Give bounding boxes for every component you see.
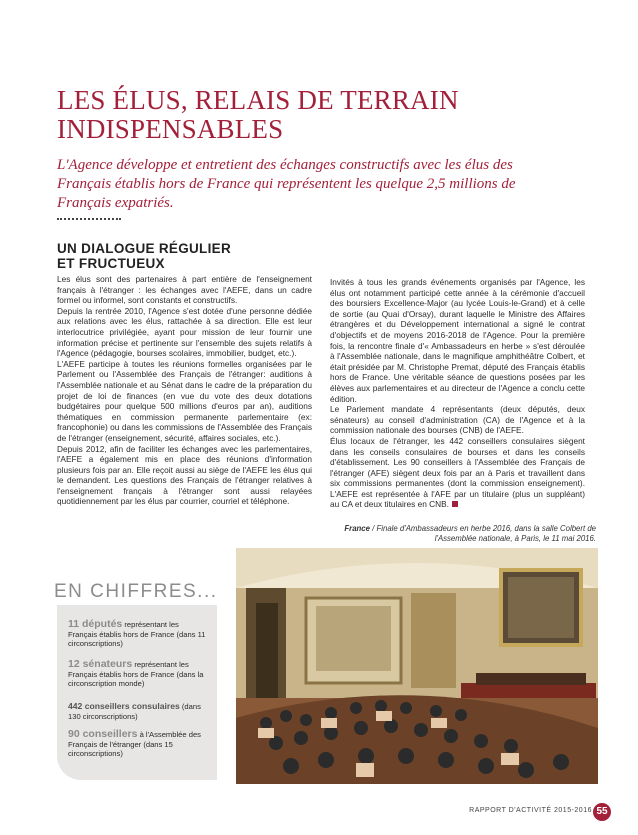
title-line-1: LES ÉLUS, RELAIS DE TERRAIN <box>57 85 459 115</box>
section-heading-line-1: UN DIALOGUE RÉGULIER <box>57 241 232 256</box>
caption-text: / Finale d'Ambassadeurs en herbe 2016, dans la salle Colbert de l'Assemblée nationale, à Paris, le 11 mai 2016. <box>369 524 596 543</box>
stat-item <box>68 660 208 689</box>
paragraph: L'AEFE participe à toutes les réunions formelles organisées par le Parlement ou l'Assemblée des Français de l'étranger: auditions à l'Assemblée nationale et au Sénat dans le cadre de la préparation du projet de loi de finances (en vue du vote des deux dotations budgétaires pour quelque 500 millions d'euros par an), auditions thématiques en commission permanente parlementaire (ex: francophonie) ou dans les commissions de l'Assemblée des Français de l'étranger (enseignement, sécurité, affaires sociales, etc.). <box>57 358 312 443</box>
stat-item <box>68 702 208 721</box>
assembly-hall-photo <box>236 548 598 784</box>
stat-description: représentant les Français établis hors de France (dans 11 circonscriptions) <box>68 620 206 649</box>
photo-caption <box>330 524 596 544</box>
stat-value: 442 conseillers consulaires <box>68 701 180 711</box>
body-column-left <box>57 274 312 507</box>
section-heading-line-2: ET FRUCTUEUX <box>57 256 165 271</box>
end-mark-icon <box>452 501 458 507</box>
page-title <box>57 86 597 144</box>
stat-value: 12 sénateurs <box>68 658 133 670</box>
body-column-right <box>330 277 585 510</box>
stat-description: représentant les Français établis hors de France (dans la circonscription monde) <box>68 660 204 689</box>
paragraph: Depuis 2012, afin de faciliter les échanges avec les parlementaires, l'AEFE a également mis en place des réunions d'information plusieurs fois par an. Elle reçoit aussi au siège de l'AEFE les élus qui le demandent. Les questions des Français de l'étranger relatives à l'enseignement français à l'étranger sont aussi relayées quotidiennement par les élus par courrier, courriel et téléphone. <box>57 443 312 507</box>
stat-item <box>68 620 208 649</box>
stat-description: à l'Assemblée des Français de l'étranger (dans 15 circonscriptions) <box>68 730 201 759</box>
paragraph-text: Élus locaux de l'étranger, les 442 conseillers consulaires siègent dans les conseils consulaires de bourses et dans les conseils d'établissement. Les 90 conseillers à l'Assemblée des Français de l'étranger (AFE) siègent deux fois par an à Paris et travaillent dans six commissions permanentes (dont la commission enseignement). L'AEFE est représentée à l'AFE par un titulaire (plus un suppléant) au CA et deux titulaires en CNB. <box>330 435 585 510</box>
section-heading <box>57 241 297 271</box>
dotted-divider <box>57 218 121 220</box>
assembly-hall-illustration <box>236 548 598 784</box>
paragraph: Depuis la rentrée 2010, l'Agence s'est dotée d'une personne dédiée aux relations avec les élus, rattachée à sa direction. Elle est leur interlocutrice privilégiée, ayant pour mission de leur fournir une information précise et pertinente sur l'ensemble des sujets relatifs à l'Agence (pédagogie, bourses scolaires, immobilier, budget, etc.). <box>57 305 312 359</box>
paragraph <box>330 436 585 510</box>
footer-report-title: RAPPORT D'ACTIVITÉ 2015-2016 <box>469 807 592 814</box>
stat-description: (dans 130 circonscriptions) <box>68 702 201 721</box>
stat-item <box>68 730 208 759</box>
stat-value: 90 conseillers <box>68 728 138 740</box>
page-number: 55 <box>593 803 611 821</box>
paragraph: Le Parlement mandate 4 représentants (deux députés, deux sénateurs) au conseil d'administration (CA) de l'Agence et à la commission nationale des bourses (CNB) de l'AEFE. <box>330 404 585 436</box>
intro-paragraph: L'Agence développe et entretient des échanges constructifs avec les élus des Français établis hors de France qui représentent les quelque 2,5 millions de Français expatriés. <box>57 157 516 211</box>
caption-location: France <box>344 524 370 533</box>
stat-value: 11 députés <box>68 618 123 630</box>
title-line-2: INDISPENSABLES <box>57 114 284 144</box>
paragraph: Invités à tous les grands événements organisés par l'Agence, les élus ont notamment participé cette année à la cérémonie d'accueil des boursiers Excellence-Major (au lycée Louis-le-Grand) et à celle de sortie (au Quai d'Orsay), durant laquelle le Ministre des Affaires étrangères et du Développement international a signé le contrat d'objectifs et de moyens 2016-2018 de l'Agence. Pour la première fois, la rencontre finale d'« Ambassadeurs en herbe » s'est déroulée à l'Assemblée nationale, dans le magnifique amphithéâtre Colbert, et était présidée par M. Christophe Premat, député des Français établis hors de France. Une véritable séance de questions posées par les élèves aux parlementaires et au directeur de l'Agence a conclu cette édition. <box>330 277 585 404</box>
key-figures-heading: EN CHIFFRES... <box>52 579 224 605</box>
paragraph: Les élus sont des partenaires à part entière de l'enseignement français à l'étranger : les échanges avec l'AEFE, dans un cadre formel ou informel, sont constants et constructifs. <box>57 274 312 306</box>
